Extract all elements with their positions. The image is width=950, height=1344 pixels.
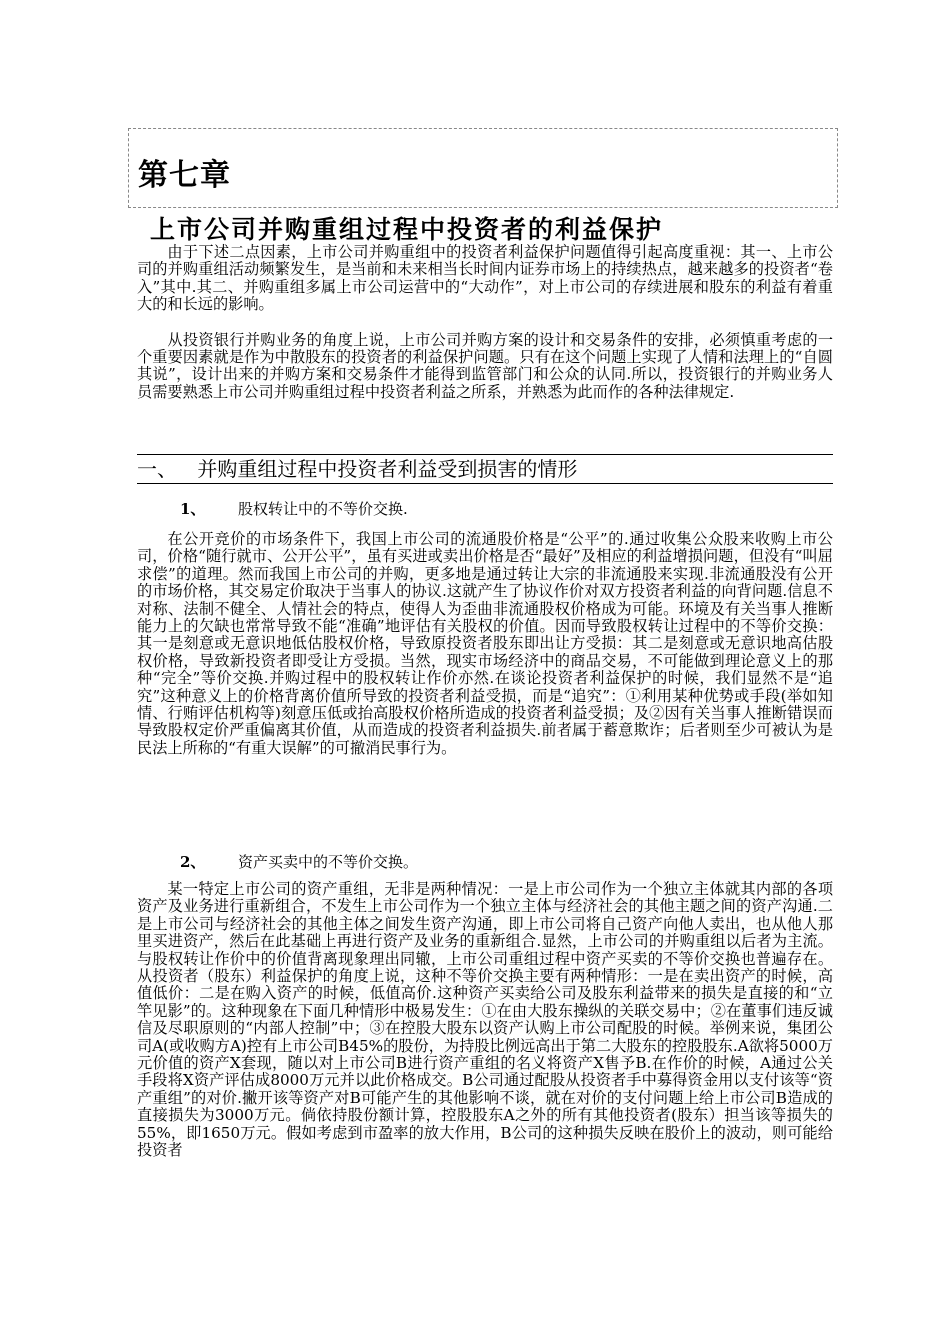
subsection-title: 资产买卖中的不等价交换。 — [238, 853, 419, 871]
chapter-frame — [128, 128, 838, 208]
subsection-number: 2、 — [180, 853, 206, 871]
subsection-number: 1、 — [180, 500, 206, 518]
subsection-heading-2 — [180, 851, 418, 872]
section-number: 一、 — [137, 457, 177, 481]
intro-section — [137, 244, 833, 401]
intro-paragraph-2: 从投资银行并购业务的角度上说，上市公司并购方案的设计和交易条件的安排，必须慎重考虑的一个重要因素就是作为中散股东的投资者的利益保护问题。只有在这个问题上实现了人情和法理上的“自圆其说”，设计出来的并购方案和交易条件才能得到监管部门和公众的认同.所以，投资银行的并购业务人员需要熟悉上市公司并购重组过程中投资者利益之所系，并熟悉为此而作的各种法律规定. — [137, 330, 833, 401]
document-title: 上市公司并购重组过程中投资者的利益保护 — [150, 215, 664, 244]
subsection-heading-1 — [180, 498, 408, 519]
subsection-title: 股权转让中的不等价交换. — [238, 500, 408, 518]
body-paragraph: 某一特定上市公司的资产重组，无非是两种情况：一是上市公司作为一个独立主体就其内部的各项资产及业务进行重新组合，不发生上市公司作为一个独立主体与经济社会的其他主题之间的资产沟通.二是上市公司与经济社会的其他主体之间发生资产沟通，即上市公司将自己资产向他人卖出，也从他人那里买进资产，然后在此基础上再进行资产及业务的重新组合.显然，上市公司的并购重组以后者为主流。与股权转让作价中的价值背离现象理出同辙，上市公司重组过程中资产买卖的不等价交换也普遍存在。从投资者（股东）利益保护的角度上说，这种不等价交换主要有两种情形：一是在卖出资产的时候，高值低价：二是在购入资产的时候，低值高价.这种资产买卖给公司及股东利益带来的损失是直接的和“立竿见影”的。这种现象在下面几种情形中极易发生：①在由大股东操纵的关联交易中；②在董事们违反诚信及尽职原则的“内部人控制”中；③在控股大股东以资产认购上市公司配股的时候。举例来说，集团公司A(或收购方A)控有上市公司B45%的股份，为持股比例远高出于第二大股东的控股股东.A欲将5000万元价值的资产X套现，随以对上市公司B进行资产重组的名义将资产X售予B.在作价的时候，A通过公关手段将X资产评估成8000万元并以此价格成交。B公司通过配股从投资者手中募得资金用以支付该等“资产重组”的对价.撇开该等资产对B可能产生的其他影响不谈，就在对价的支付问题上给上市公司B造成的直接损失为3000万元。倘依持股份额计算，控股股东A之外的所有其他投资者(股东）担当该等损失的55%，即1650万元。假如考虑到市盈率的放大作用，B公司的这种损失反映在股价上的波动，则可能给投资者 — [137, 880, 833, 1160]
section-title: 并购重组过程中投资者利益受到损害的情形 — [197, 457, 578, 481]
subsection-1-body — [137, 531, 833, 757]
intro-paragraph-1: 由于下述二点因素，上市公司并购重组中的投资者利益保护问题值得引起高度重视：其一、上市公司的并购重组活动频繁发生，是当前和未来相当长时间内证券市场上的持续热点，越来越多的投资者“卷入”其中.其二、并购重组多属上市公司运营中的“大动作”，对上市公司的存续进展和股东的利益有着重大的和长远的影响。 — [137, 243, 833, 314]
chapter-title: 第七章 — [138, 158, 231, 193]
subsection-2-body — [137, 881, 833, 1160]
section-heading-1 — [137, 454, 833, 484]
body-paragraph: 在公开竞价的市场条件下，我国上市公司的流通股价格是“公平”的.通过收集公众股来收购上市公司，价格“随行就市、公开公平”，虽有买进或卖出价格是否“最好”及相应的利益增损问题，但没有“叫屈求偿”的道理。然而我国上市公司的并购，更多地是通过转让大宗的非流通股来实现.非流通股没有公开的市场价格，其交易定价取决于当事人的协议.这就产生了协议作价对双方投资者利益的向背问题.信息不对称、法制不健全、人情社会的特点，使得人为歪曲非流通股权价格成为可能。环境及有关当事人推断能力上的欠缺也常常导致不能“准确”地评估有关股权的价值。因而导致股权转让过程中的不等价交换：其一是刻意或无意识地低估股权价格，导致原投资者股东即出让方受损：其二是刻意或无意识地高估股权价格，导致新投资者即受让方受损。当然，现实市场经济中的商品交易，不可能做到理论意义上的那种“完全”等价交换.并购过程中的股权转让作价亦然.在谈论投资者利益保护的时候，我们显然不是“追究”这种意义上的价格背离价值所导致的投资者利益受损，而是“追究”：①利用某种优势或手段(举如知情、行贿评估机构等)刻意压低或抬高股权价格所造成的投资者利益受损；及②因有关当事人推断错误而导致股权定价严重偏离其价值，从而造成的投资者利益损失.前者属于蓄意欺诈；后者则至少可被认为是民法上所称的“有重大误解”的可撤消民事行为。 — [137, 530, 833, 757]
